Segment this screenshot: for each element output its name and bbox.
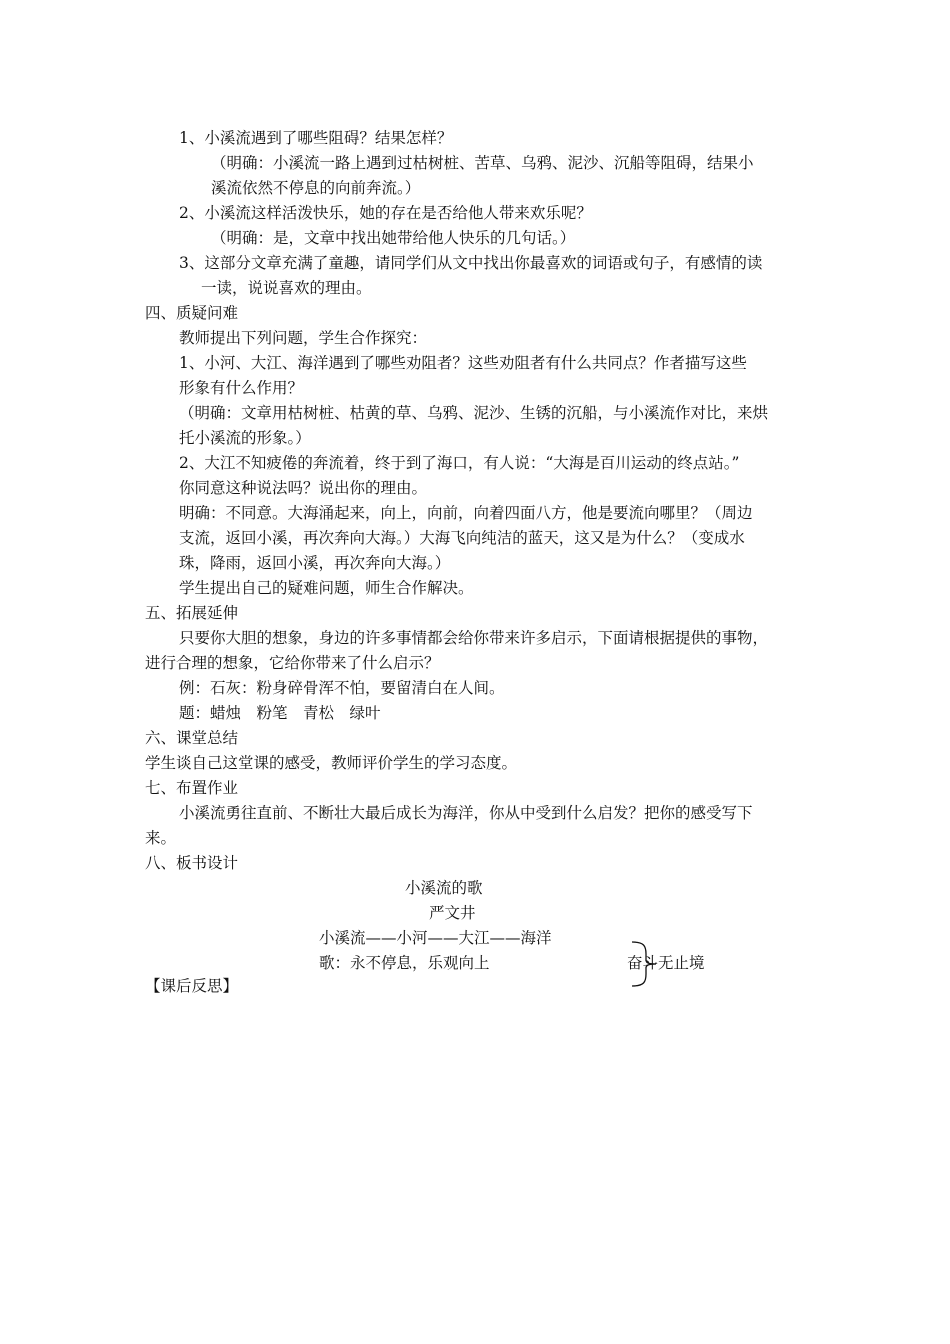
section-4-q1-line-1: 1、小河、大江、海洋遇到了哪些劝阻者？这些劝阻者有什么共同点？作者描写这些 [179,354,747,372]
board-flow: 小溪流——小河——大江——海洋 [319,929,552,947]
section-heading-6: 六、课堂总结 [145,729,239,747]
question-3-line-2: 一读，说说喜欢的理由。 [201,279,372,297]
board-conclusion: 奋斗无止境 [627,954,705,972]
section-4-a2-line-3: 珠，降雨，返回小溪，再次奔向大海。） [179,554,451,572]
section-heading-5: 五、拓展延伸 [145,604,239,622]
board-title: 小溪流的歌 [405,879,483,897]
section-5-line-1: 只要你大胆的想象，身边的许多事情都会给你带来许多启示，下面请根据提供的事物， [179,629,769,647]
answer-2: （明确：是，文章中找出她带给他人快乐的几句话。） [211,229,576,247]
section-heading-8: 八、板书设计 [145,854,239,872]
question-3-line-1: 3、这部分文章充满了童趣，请同学们从文中找出你最喜欢的词语或句子，有感情的读 [179,254,763,272]
section-6-text: 学生谈自己这堂课的感受，教师评价学生的学习态度。 [145,754,518,772]
section-7-line-1: 小溪流勇往直前、不断壮大最后成长为海洋，你从中受到什么启发？把你的感受写下 [179,804,753,822]
after-class-reflection-heading: 【课后反思】 [145,977,239,995]
section-4-a2-line-2: 支流，返回小溪，再次奔向大海。）大海飞向纯洁的蓝天，这又是为什么？（变成水 [179,529,745,547]
section-4-a2-line-1: 明确：不同意。大海涌起来，向上，向前，向着四面八方，他是要流向哪里？（周边 [179,504,753,522]
answer-1-line-1: （明确：小溪流一路上遇到过枯树桩、苦草、乌鸦、泥沙、沉船等阻碍，结果小 [211,154,754,172]
section-4-q2-line-1: 2、大江不知疲倦的奔流着，终于到了海口，有人说：“大海是百川运动的终点站。” [179,454,740,472]
section-heading-4: 四、质疑问难 [145,304,239,322]
section-4-a1-line-2: 托小溪流的形象。） [179,429,311,447]
board-author: 严文井 [429,904,476,922]
section-4-closing: 学生提出自己的疑难问题，师生合作解决。 [179,579,474,597]
section-7-line-2: 来。 [145,829,177,847]
section-5-example: 例：石灰：粉身碎骨浑不怕，要留清白在人间。 [179,679,505,697]
question-2: 2、小溪流这样活泼快乐，她的存在是否给他人带来欢乐呢？ [179,204,592,222]
section-4-intro: 教师提出下列问题，学生合作探究： [179,329,428,347]
answer-1-line-2: 溪流依然不停息的向前奔流。） [211,179,421,197]
section-5-line-2: 进行合理的想象，它给你带来了什么启示？ [145,654,440,672]
section-heading-7: 七、布置作业 [145,779,239,797]
section-4-q1-line-2: 形象有什么作用？ [179,379,304,397]
section-4-q2-line-2: 你同意这种说法吗？说出你的理由。 [179,479,428,497]
section-4-a1-line-1: （明确：文章用枯树桩、枯黄的草、乌鸦、泥沙、生锈的沉船，与小溪流作对比，来烘 [179,404,769,422]
section-5-topics: 题：蜡烛 粉笔 青松 绿叶 [179,704,381,722]
question-1: 1、小溪流遇到了哪些阻碍？结果怎样？ [179,129,453,147]
board-song: 歌：永不停息，乐观向上 [319,954,490,972]
right-brace-icon [628,940,664,988]
